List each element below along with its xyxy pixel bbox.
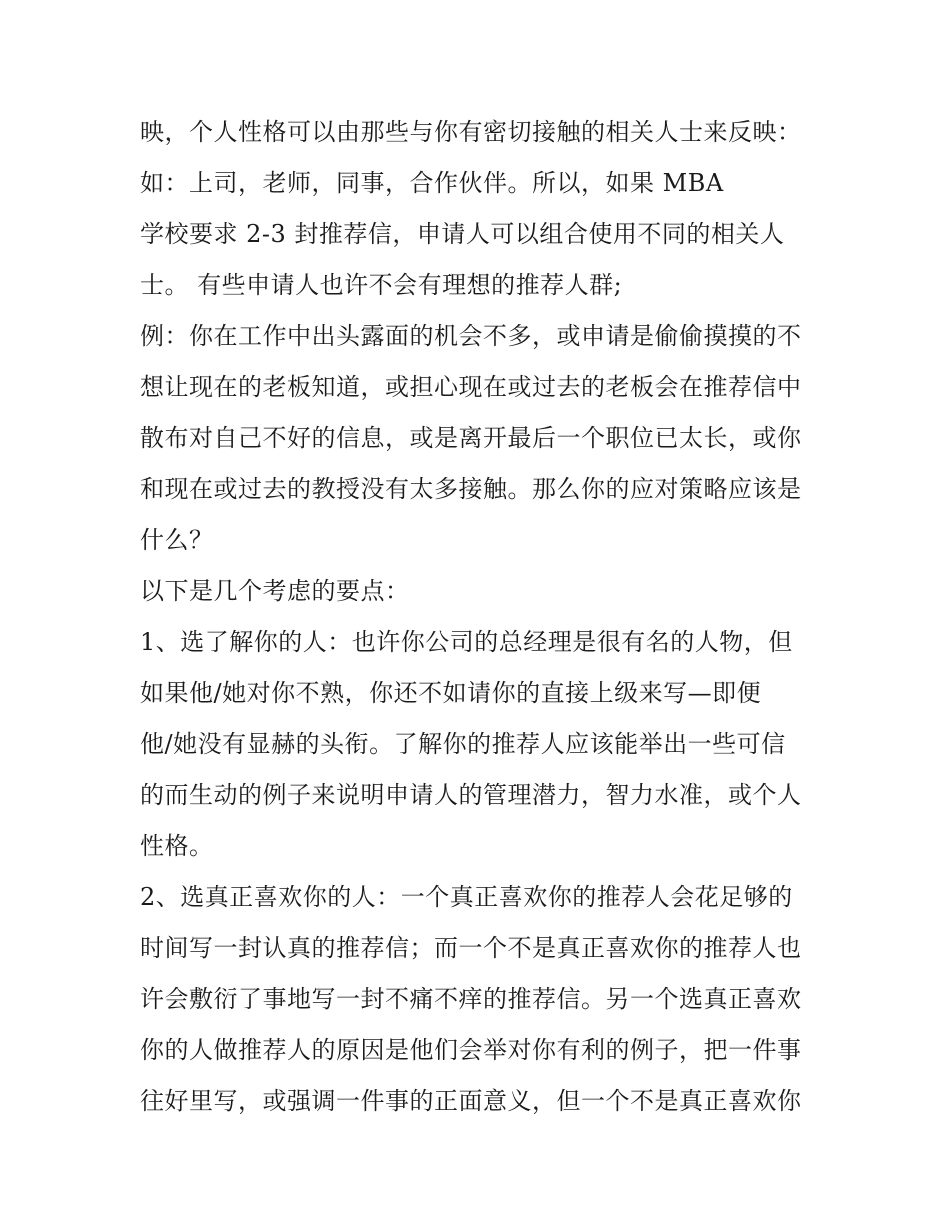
text-line: 他/她没有显赫的头衔。了解你的推荐人应该能举出一些可信 — [140, 730, 786, 758]
text-line: 散布对自己不好的信息，或是离开最后一个职位已太长，或你 — [140, 424, 802, 452]
text-line: 士。 有些申请人也许不会有理想的推荐人群; — [140, 271, 623, 299]
text-line: 如：上司，老师，同事，合作伙伴。所以，如果 MBA — [140, 169, 724, 197]
text-line: 映，个人性格可以由那些与你有密切接触的相关人士来反映： — [140, 118, 802, 146]
text-line: 想让现在的老板知道，或担心现在或过去的老板会在推荐信中 — [140, 373, 802, 401]
text-line: 你的人做推荐人的原因是他们会举对你有利的例子，把一件事 — [140, 1036, 802, 1064]
text-line: 和现在或过去的教授没有太多接触。那么你的应对策略应该是 — [140, 475, 802, 503]
text-line: 时间写一封认真的推荐信；而一个不是真正喜欢你的推荐人也 — [140, 934, 802, 962]
text-line: 往好里写，或强调一件事的正面意义，但一个不是真正喜欢你 — [140, 1087, 802, 1115]
body-text — [140, 107, 830, 1127]
text-line: 以下是几个考虑的要点： — [140, 577, 410, 605]
text-line: 2、选真正喜欢你的人：一个真正喜欢你的推荐人会花足够的 — [140, 883, 793, 911]
text-line: 1、选了解你的人：也许你公司的总经理是很有名的人物，但 — [140, 628, 793, 656]
text-line: 性格。 — [140, 832, 214, 860]
text-line: 许会敷衍了事地写一封不痛不痒的推荐信。另一个选真正喜欢 — [140, 985, 802, 1013]
text-line: 如果他/她对你不熟，你还不如请你的直接上级来写—即便 — [140, 679, 762, 707]
text-line: 学校要求 2-3 封推荐信，申请人可以组合使用不同的相关人 — [140, 220, 785, 248]
text-line: 例：你在工作中出头露面的机会不多，或申请是偷偷摸摸的不 — [140, 322, 802, 350]
text-line: 什么？ — [140, 526, 214, 554]
text-line: 的而生动的例子来说明申请人的管理潜力，智力水准，或个人 — [140, 781, 802, 809]
